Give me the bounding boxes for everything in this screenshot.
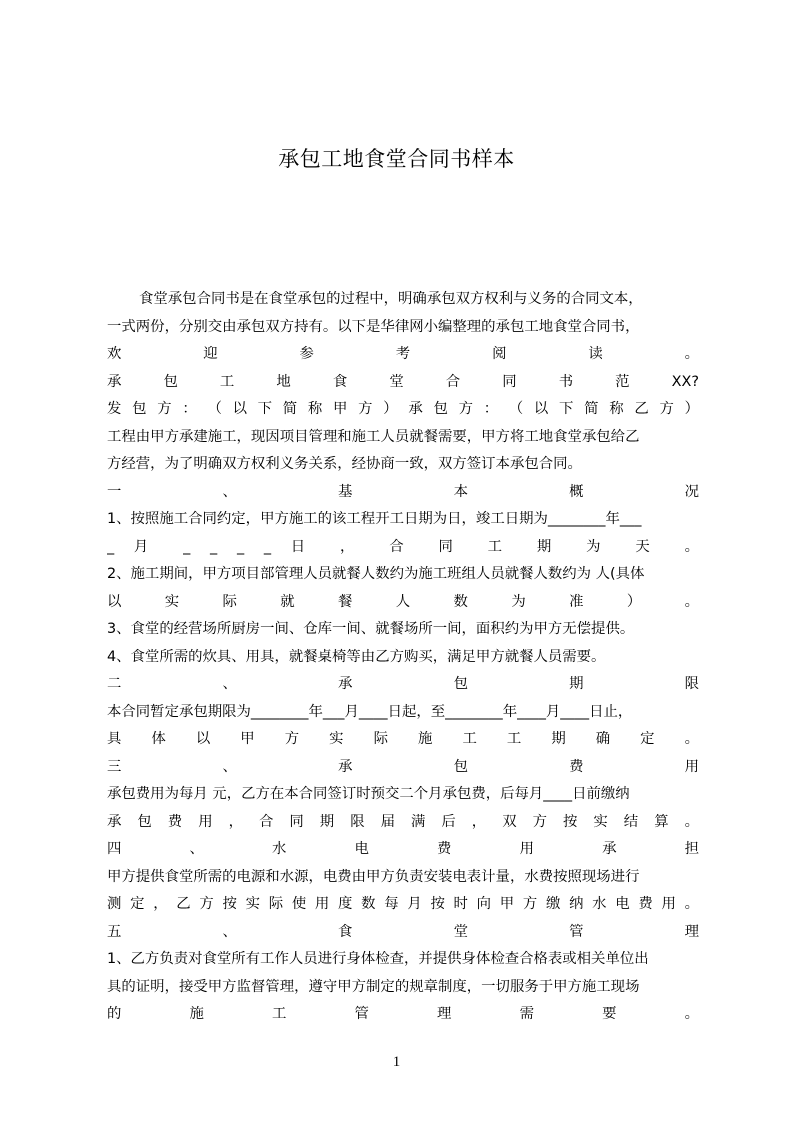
paragraph-line: 测 定 ， 乙 方 按 实 际 使 用 度 数 每 月 按 时 向 甲 方 缴 纳 水 电 费 用 。 [107, 896, 699, 912]
paragraph-line: 欢 迎 参 考 阅 读 。 [107, 346, 699, 362]
paragraph-line: 以 实 际 就 餐 人 数 为 准 ） 。 [107, 593, 699, 610]
paragraph-line: 甲方提供食堂所需的电源和水源，电费由甲方负责安装电表计量，水费按照现场进行 [107, 868, 640, 885]
paragraph-line: _ 月 _ _ _ _ 日 ， 合 同 工 期 为 天 。 [107, 538, 699, 555]
paragraph-line: 2、施工期间，甲方项目部管理人员就餐人数约为施工班组人员就餐人数约为 人(具体 [107, 566, 645, 582]
paragraph-line: 五 、 食 堂 管 理 [107, 923, 699, 940]
paragraph-line: 四 、 水 电 费 用 承 担 [107, 841, 699, 857]
paragraph-line: 一式两份，分别交由承包双方持有。以下是华律网小编整理的承包工地食堂合同书， [107, 318, 640, 335]
page-number: 1 [392, 1054, 401, 1070]
paragraph-line: 发 包 方 ： （ 以 下 简 称 甲 方 ） 承 包 方 ： （ 以 下 简 称 乙 方 ） [107, 401, 699, 417]
paragraph-line: 二 、 承 包 期 限 [107, 676, 699, 692]
paragraph-line: 承 包 工 地 食 堂 合 同 书 范 XX? [107, 373, 699, 390]
paragraph-line: 的 施 工 管 理 需 要 。 [107, 1006, 699, 1022]
paragraph-line: 食堂承包合同书是在食堂承包的过程中，明确承包双方权利与义务的合同文本， [139, 291, 643, 307]
paragraph-line: 承包费用为每月 元，乙方在本合同签订时预交二个月承包费，后每月____日前缴纳 [107, 786, 630, 802]
paragraph-line: 具的证明，接受甲方监督管理，遵守甲方制定的规章制度，一切服务于甲方施工现场 [107, 978, 640, 995]
document-body [107, 286, 699, 1029]
paragraph-line: 1、按照施工合同约定，甲方施工的该工程开工日期为日，竣工日期为________年___ [107, 511, 642, 527]
paragraph-line: 3、食堂的经营场所厨房一间、仓库一间、就餐场所一间，面积约为甲方无偿提供。 [107, 621, 635, 637]
paragraph-line: 4、食堂所需的炊具、用具，就餐桌椅等由乙方购买，满足甲方就餐人员需要。 [107, 648, 606, 665]
paragraph-line: 承 包 费 用 ， 合 同 期 限 届 满 后 ， 双 方 按 实 结 算 。 [107, 813, 699, 830]
document-title: 承包工地食堂合同书样本 [278, 147, 515, 171]
paragraph-line: 本合同暂定承包期限为________年___月____日起，至________年____月____日止， [107, 703, 633, 720]
paragraph-line: 1、乙方负责对食堂所有工作人员进行身体检查，并提供身体检查合格表或相关单位出 [107, 951, 649, 967]
paragraph-line: 方经营，为了明确双方权利义务关系，经协商一致，双方签订本承包合同。 [107, 456, 582, 472]
paragraph-line: 一 、 基 本 概 况 [107, 483, 699, 500]
paragraph-line: 工程由甲方承建施工，现因项目管理和施工人员就餐需要，甲方将工地食堂承包给乙 [107, 428, 640, 445]
paragraph-line: 具 体 以 甲 方 实 际 施 工 工 期 确 定 。 [107, 731, 699, 747]
paragraph-line: 三 、 承 包 费 用 [107, 758, 699, 775]
